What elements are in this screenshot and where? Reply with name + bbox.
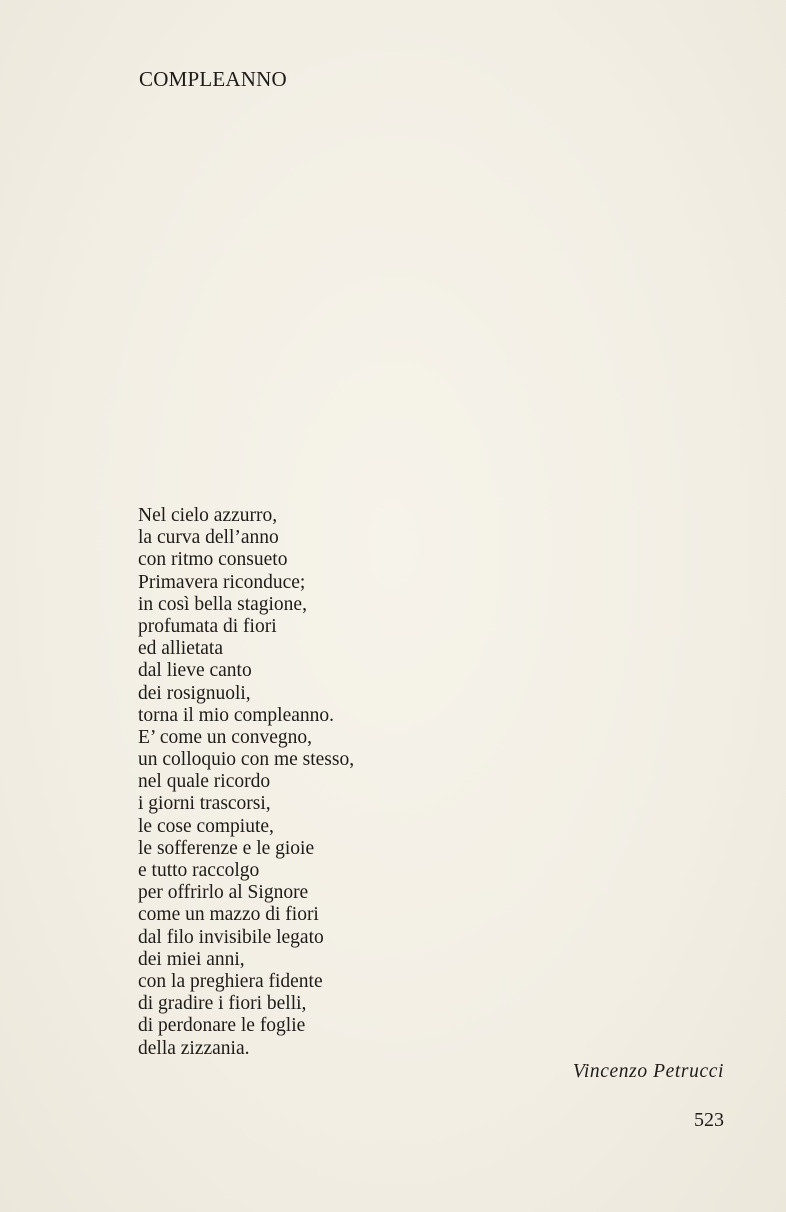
poem-line: e tutto raccolgo (138, 860, 260, 881)
poem-line: i giorni trascorsi, (138, 793, 271, 815)
poem-line: con la preghiera fidente (138, 970, 323, 992)
poem-line: di gradire i fiori belli, (138, 993, 307, 1015)
poem-line: le sofferenze e le gioie (138, 837, 315, 859)
poem-line: dei rosignuoli, (138, 682, 251, 704)
poem-line: torna il mio compleanno. (138, 704, 335, 726)
poem-line: Primavera riconduce; (138, 571, 306, 593)
poem-line: Nel cielo azzurro, (138, 505, 278, 526)
page-number: 523 (694, 1109, 724, 1131)
poem-author: Vincenzo Petrucci (572, 1061, 724, 1082)
poem-line: E’ come un convegno, (138, 726, 312, 748)
poem-line: con ritmo consueto (138, 549, 288, 571)
poem-line: dal lieve canto (138, 660, 252, 682)
poem-line: profumata di fiori (138, 615, 277, 637)
poem-title: COMPLEANNO (139, 67, 287, 91)
poem-line: nel quale ricordo (138, 771, 271, 793)
poem-body (138, 505, 354, 1060)
poem-line: di perdonare le foglie (138, 1015, 306, 1037)
poem-line: dei miei anni, (138, 948, 245, 970)
poem-line: per offrirlo al Signore (138, 882, 309, 904)
poem-line: in così bella stagione, (138, 593, 307, 615)
poem-line: come un mazzo di fiori (138, 904, 319, 926)
poem-line: della zizzania. (138, 1037, 250, 1059)
poem-line: le cose compiute, (138, 815, 274, 837)
poem-line: la curva dell’anno (138, 527, 279, 549)
poem-line: un colloquio con me stesso, (138, 749, 355, 771)
poem-line: dal filo invisibile legato (138, 926, 324, 948)
poem-line: ed allietata (138, 638, 223, 660)
